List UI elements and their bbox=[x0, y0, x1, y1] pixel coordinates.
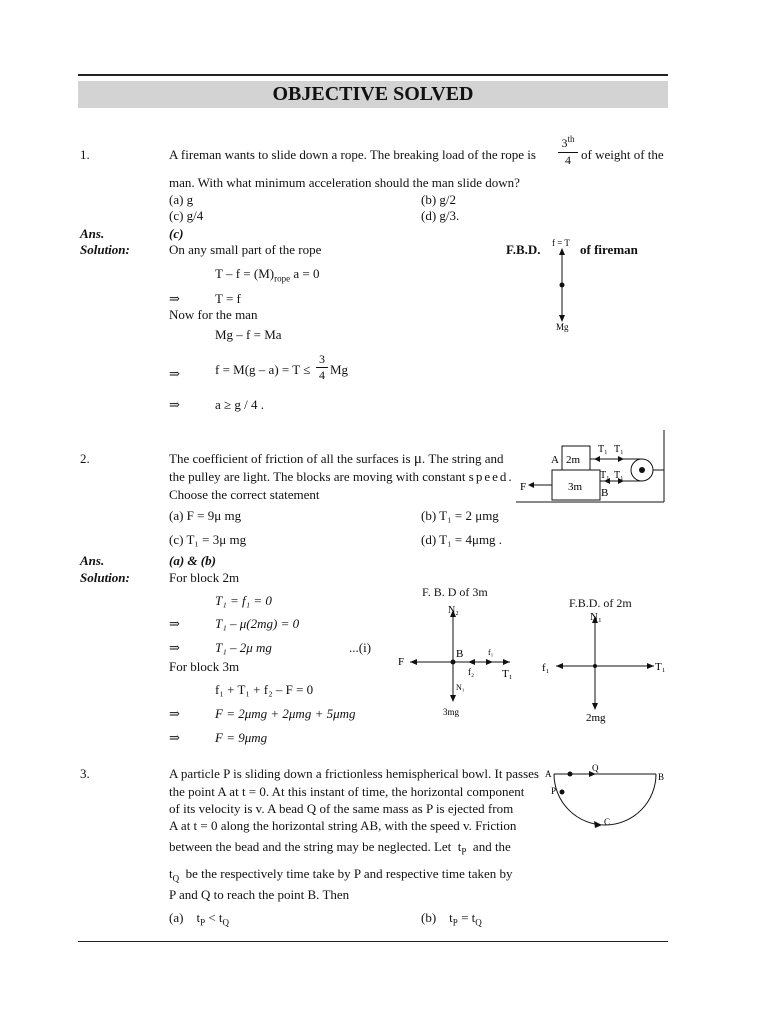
fbd-force-label: T₁ bbox=[655, 661, 666, 673]
option-c: (c) T₁ = 3μ mg bbox=[169, 532, 247, 547]
fbd-force-label: 2mg bbox=[586, 712, 606, 724]
option-a: (a) $t_P < t_Q$ bbox=[169, 910, 230, 928]
option-a: (a) g bbox=[169, 192, 194, 207]
fig-label: P bbox=[551, 786, 557, 796]
fbd-force-label: Mg bbox=[556, 322, 569, 332]
fbd-force-label: T₁ bbox=[502, 668, 513, 680]
answer: (c) bbox=[169, 226, 184, 241]
solution-text: For block 3m bbox=[169, 659, 240, 674]
fig-label: B bbox=[658, 772, 665, 782]
question-text: A at t = 0 along the horizontal string AB, with the speed v. Friction bbox=[169, 818, 517, 833]
implies-symbol: ⇒ bbox=[169, 616, 180, 631]
question-text: The coefficient of friction of all the surfaces is μ. The string and bbox=[169, 451, 504, 467]
page-title: OBJECTIVE SOLVED bbox=[78, 81, 668, 108]
fbd-force-label: f₁ bbox=[488, 648, 494, 657]
ans-label: Ans. bbox=[80, 226, 105, 241]
option-d: (d) g/3. bbox=[421, 208, 460, 223]
equation: Mg – f = Ma bbox=[215, 327, 282, 342]
fbd-label: of fireman bbox=[580, 242, 638, 257]
equation: $T - f = (M)_{rope}$ a = 0 bbox=[215, 266, 320, 284]
equation: f = M(g – a) = T ≤ bbox=[215, 362, 311, 377]
solution-text: For block 2m bbox=[169, 570, 240, 585]
option-d: (d) T₁ = 4μmg . bbox=[421, 532, 503, 547]
option-a: (a) F = 9μ mg bbox=[169, 508, 242, 523]
fig-label: F bbox=[520, 481, 527, 493]
fbd-force-label: N₁ bbox=[590, 611, 602, 623]
equation: T = f bbox=[215, 291, 241, 306]
fig-label: C bbox=[604, 817, 611, 827]
question-text: Choose the correct statement bbox=[169, 487, 320, 502]
option-b: (b) g/2 bbox=[421, 192, 457, 207]
question-text: man. With what minimum acceleration should the man slide down? bbox=[169, 175, 520, 190]
equation: F = 9μmg bbox=[215, 730, 268, 745]
solution-label: Solution: bbox=[80, 242, 130, 257]
equation: f₁ + T₁ + f₂ – F = 0 bbox=[215, 682, 314, 697]
answer: (a) & (b) bbox=[169, 553, 216, 568]
fbd-title: F.B.D. of 2m bbox=[569, 596, 632, 610]
fig-label: A bbox=[551, 454, 559, 466]
question-text: of its velocity is v. A bead Q of the same mass as P is ejected from bbox=[169, 801, 514, 816]
question-text: P and Q to reach the point B. Then bbox=[169, 887, 350, 902]
fbd-force-label: 3mg bbox=[443, 707, 460, 717]
equation-ref: ...(i) bbox=[349, 640, 372, 655]
option-b: (b) $t_P = t_Q$ bbox=[421, 910, 482, 928]
implies-symbol: ⇒ bbox=[169, 397, 180, 412]
question-text: of weight of the bbox=[581, 147, 664, 162]
top-rule bbox=[78, 74, 668, 76]
option-b: (b) T₁ = 2 μmg bbox=[421, 508, 499, 523]
fbd-title: F. B. D of 3m bbox=[422, 585, 488, 599]
fig-label: Q bbox=[592, 763, 599, 773]
implies-symbol: ⇒ bbox=[169, 706, 180, 721]
solution-text: Now for the man bbox=[169, 307, 258, 322]
fig-label: A bbox=[545, 769, 552, 779]
implies-symbol: ⇒ bbox=[169, 366, 180, 381]
fig-label: T₁ bbox=[598, 444, 608, 455]
question-text: A fireman wants to slide down a rope. The breaking load of the rope is bbox=[169, 147, 536, 162]
equation: T₁ – μ(2mg) = 0 bbox=[215, 616, 300, 631]
fbd-force-label: N₁ bbox=[456, 683, 465, 692]
fbd-3m-diagram bbox=[396, 600, 520, 722]
implies-symbol: ⇒ bbox=[169, 640, 180, 655]
fbd-force-label: f₁ bbox=[542, 662, 550, 674]
blocks-pulley-diagram bbox=[516, 430, 668, 508]
fbd-force-label: B bbox=[456, 648, 464, 660]
bottom-rule bbox=[78, 941, 668, 942]
fbd-fireman-diagram bbox=[540, 236, 590, 336]
question-text: the point A at t = 0. At this instant of time, the horizontal component bbox=[169, 784, 525, 799]
fbd-force-label: F bbox=[398, 656, 405, 668]
fig-label: T₁ bbox=[614, 444, 624, 455]
fbd-force-label: f = T bbox=[552, 238, 570, 248]
ans-label: Ans. bbox=[80, 553, 105, 568]
question-text: A particle P is sliding down a frictionless hemispherical bowl. It passes bbox=[169, 766, 539, 781]
fbd-label: F.B.D. bbox=[506, 242, 541, 257]
fig-label: B bbox=[601, 487, 609, 499]
fig-label: 2m bbox=[566, 454, 581, 466]
solution-text: On any small part of the rope bbox=[169, 242, 322, 257]
fraction: $\frac{3}{4}$ bbox=[316, 352, 328, 383]
equation: F = 2μmg + 2μmg + 5μmg bbox=[215, 706, 356, 721]
implies-symbol: ⇒ bbox=[169, 730, 180, 745]
implies-symbol: ⇒ bbox=[169, 291, 180, 306]
fbd-2m-diagram bbox=[538, 608, 668, 728]
question-text: between the bead and the string may be neglected. Let $t_P$ and the bbox=[169, 839, 511, 857]
equation: T₁ – 2μ mg bbox=[215, 640, 272, 655]
fbd-force-label: N₂ bbox=[448, 605, 459, 616]
equation: Mg bbox=[330, 362, 349, 377]
fbd-force-label: f₂ bbox=[468, 667, 475, 677]
fraction: 3th 4 bbox=[558, 134, 578, 168]
question-text: $t_Q$ be the respectively time take by P and respective time taken by bbox=[169, 866, 513, 884]
solution-label: Solution: bbox=[80, 570, 130, 585]
question-number: 1. bbox=[80, 147, 90, 162]
fig-label: T₁ bbox=[600, 470, 610, 481]
fig-label: 3m bbox=[568, 481, 583, 493]
bowl-diagram bbox=[540, 758, 668, 830]
question-number: 2. bbox=[80, 451, 90, 466]
question-text: the pulley are light. The blocks are moving with constant speed. bbox=[169, 469, 514, 484]
equation: T₁ = f₁ = 0 bbox=[215, 593, 272, 608]
equation: a ≥ g / 4 . bbox=[215, 397, 265, 412]
option-c: (c) g/4 bbox=[169, 208, 204, 223]
question-number: 3. bbox=[80, 766, 90, 781]
fig-label: T₁ bbox=[614, 470, 624, 481]
